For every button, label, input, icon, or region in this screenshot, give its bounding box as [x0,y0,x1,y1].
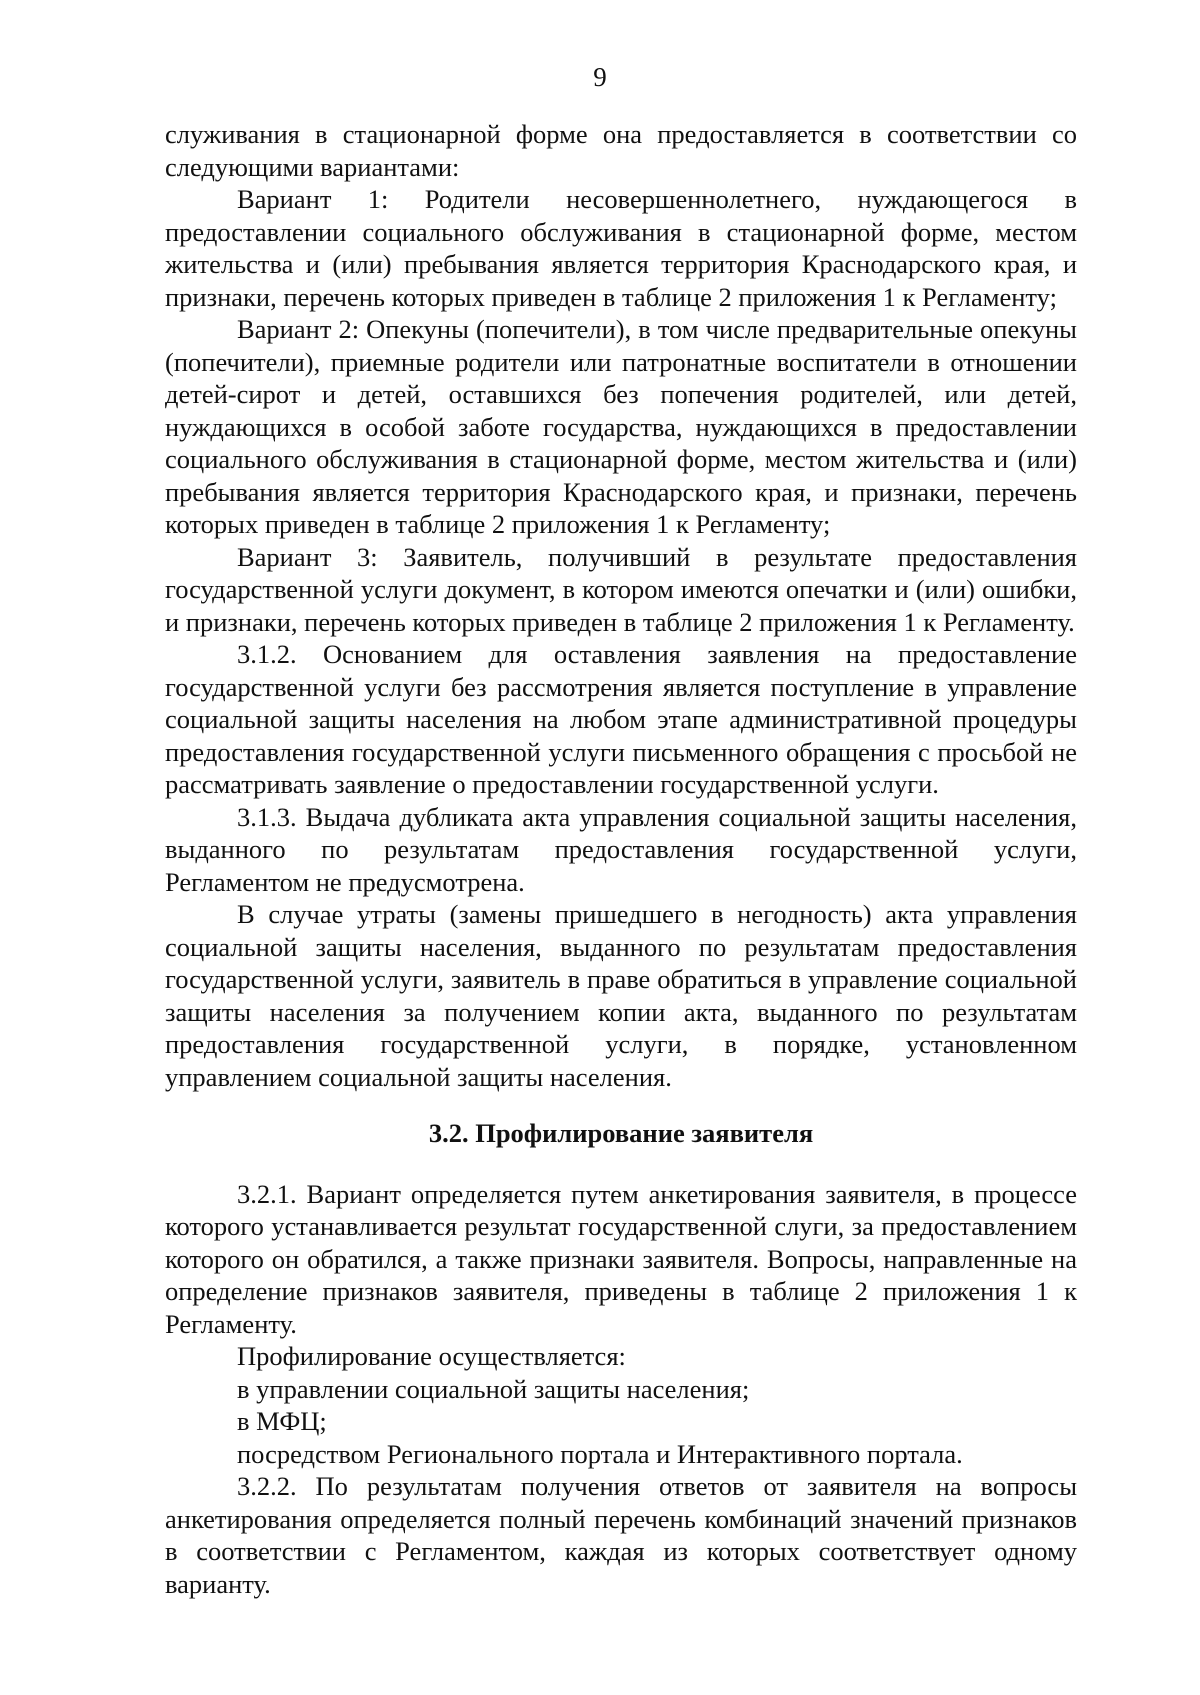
variant-3-paragraph: Вариант 3: Заявитель, получивший в результате предоставления государственной услуги документ, в котором имеются опечатки и (или) ошибки, и признаки, перечень которых приведен в таблице 2 приложения 1 к Регламенту. [165,541,1077,637]
intro-paragraph: служивания в стационарной форме она предоставляется в соответствии со следующими вариантами: [165,119,1077,182]
profiling-intro: Профилирование осуществляется: [237,1341,626,1371]
page-content [165,118,1077,1600]
loss-case-paragraph: В случае утраты (замены пришедшего в негодность) акта управления социальной защиты населения, выданного по результатам предоставления государственной услуги, заявитель в праве обратиться в управление социальной защиты населения за получением копии акта, выданного по результатам предоставления государственной услуги, в порядке, установленном управлением социальной защиты населения. [165,899,1077,1092]
variant-2-paragraph: Вариант 2: Опекуны (попечители), в том числе предварительные опекуны (попечители), приемные родители или патронатные воспитатели в отношении детей-сирот и детей, оставшихся без попечения родителей, или детей, нуждающихся в особой заботе государства, нуждающихся в предоставлении социального обслуживания в стационарной форме, местом жительства и (или) пребывания является территория Краснодарского края, и признаки, перечень которых приведен в таблице 2 приложения 1 к Регламенту; [165,314,1077,539]
page-number: 9 [593,62,607,92]
variant-1-paragraph: Вариант 1: Родители несовершеннолетнего, нуждающегося в предоставлении социального обслуживания в стационарной форме, местом жительства и (или) пребывания является территория Краснодарского края, и признаки, перечень которых приведен в таблице 2 приложения 1 к Регламенту; [165,184,1077,312]
profiling-place-item: в управлении социальной защиты населения; [237,1373,750,1404]
profiling-place-item: в МФЦ; [237,1406,327,1436]
profiling-place-item: посредством Регионального портала и Интерактивного портала. [237,1438,963,1469]
clause-3-2-2-paragraph: 3.2.2. По результатам получения ответов от заявителя на вопросы анкетирования определяется полный перечень комбинаций значений признаков в соответствии с Регламентом, каждая из которых соответствует одному варианту. [165,1471,1077,1599]
clause-3-1-2-paragraph: 3.1.2. Основанием для оставления заявления на предоставление государственной услуги без рассмотрения является поступление в управление социальной защиты населения на любом этапе административной процедуры предоставления государственной услуги письменного обращения с просьбой не рассматривать заявление о предоставлении государственной услуги. [165,639,1077,799]
clause-3-1-3-paragraph: 3.1.3. Выдача дубликата акта управления социальной защиты населения, выданного по результатам предоставления государственной услуги, Регламентом не предусмотрена. [165,801,1077,897]
clause-3-2-1-paragraph: 3.2.1. Вариант определяется путем анкетирования заявителя, в процессе которого устанавливается результат государственной слуги, за предоставлением которого он обратился, а также признаки заявителя. Вопросы, направленные на определение признаков заявителя, приведены в таблице 2 приложения 1 к Регламенту. [165,1178,1077,1339]
section-heading-3-2: 3.2. Профилирование заявителя [428,1118,814,1148]
